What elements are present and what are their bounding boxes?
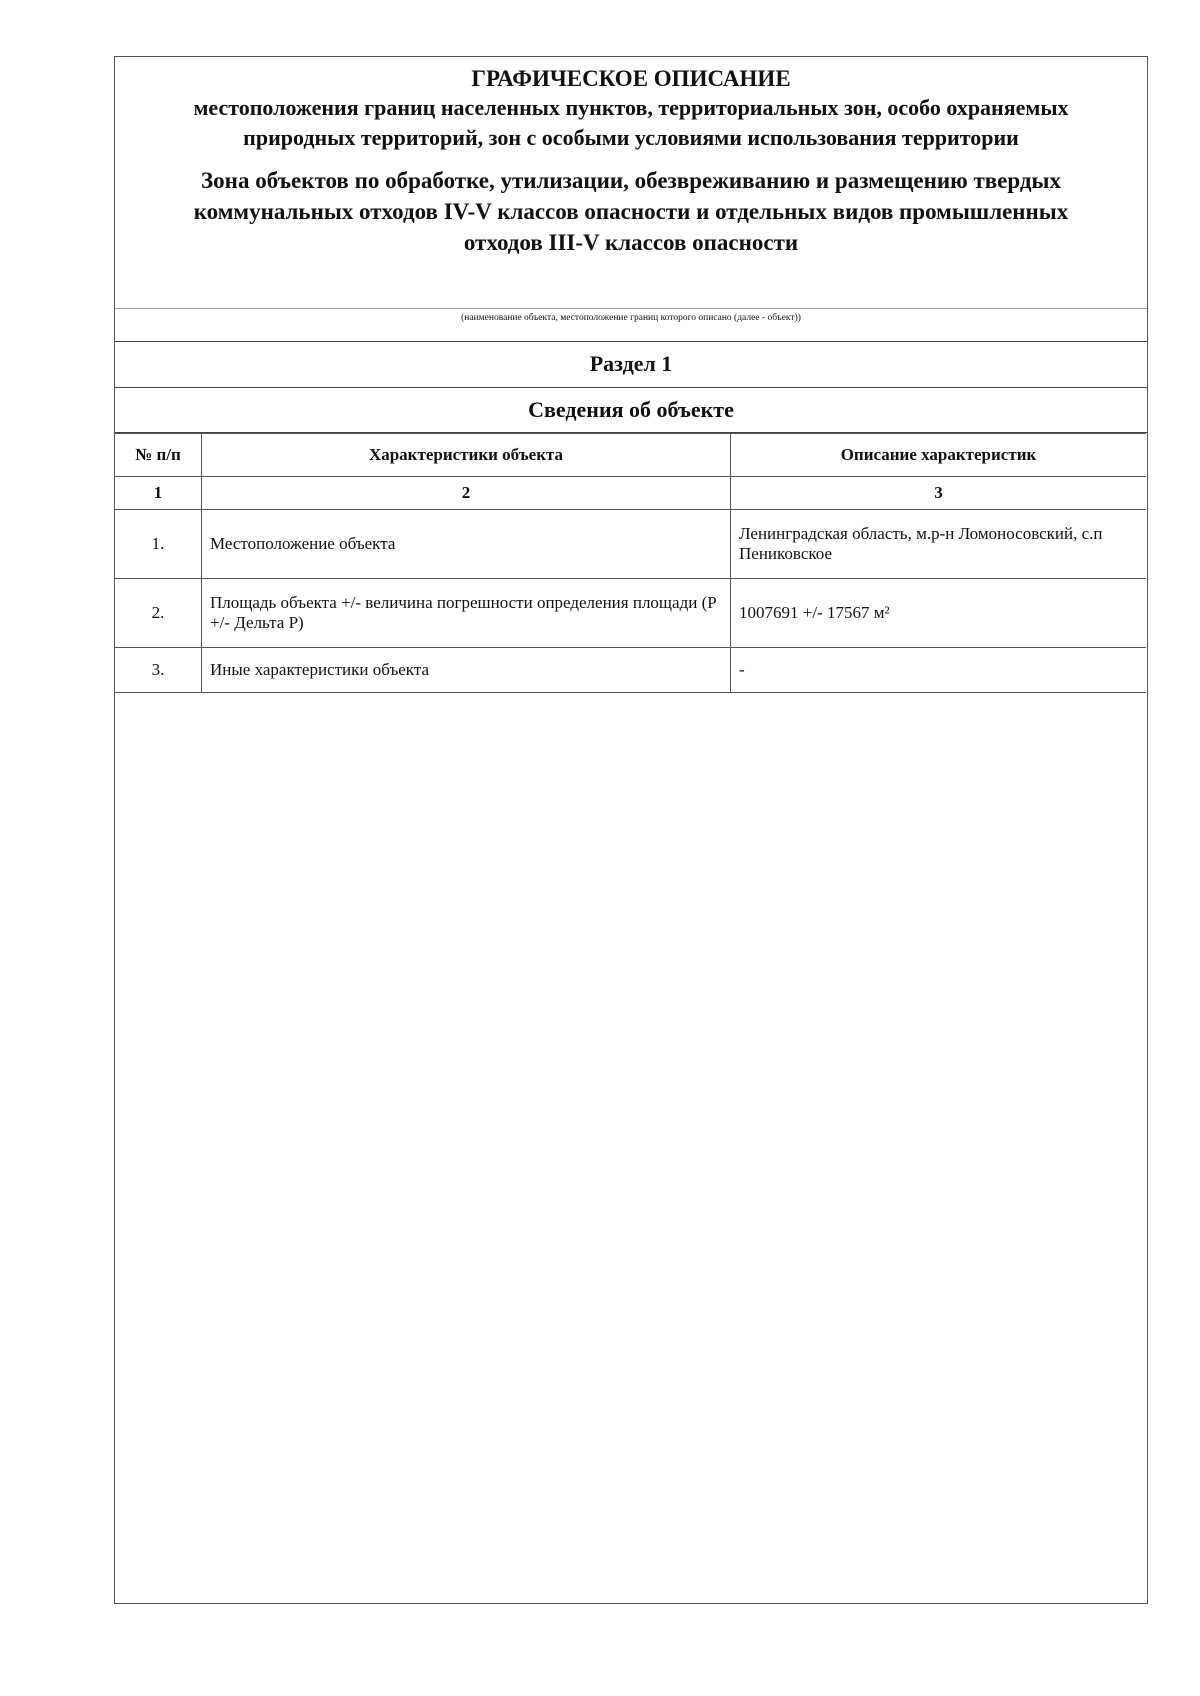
table-header-row	[115, 434, 1146, 477]
object-caption: (наименование объекта, местоположение границ которого описано (далее - объект))	[461, 313, 801, 323]
row-number: 3.	[115, 648, 202, 693]
row-description: -	[731, 648, 1147, 693]
column-number: 1	[115, 477, 202, 510]
document-title: ГРАФИЧЕСКОЕ ОПИСАНИЕ	[471, 66, 791, 91]
row-characteristic: Местоположение объекта	[202, 510, 731, 579]
document-subtitle: местоположения границ населенных пунктов, территориальных зон, особо охраняемых природных территорий, зон с особыми условиями использования территории	[193, 95, 1069, 150]
row-characteristic: Иные характеристики объекта	[202, 648, 731, 693]
header-characteristic: Характеристики объекта	[202, 434, 731, 477]
object-caption-band	[115, 308, 1147, 342]
object-info-table	[115, 433, 1146, 693]
object-name: Зона объектов по обработке, утилизации, обезвреживанию и размещению твердых коммунальных отходов IV-V классов опасности и отдельных видов промышленных отходов III-V классов опасности	[193, 168, 1069, 255]
section-label: Раздел 1	[115, 341, 1147, 388]
document-header	[115, 57, 1147, 258]
row-number: 2.	[115, 579, 202, 648]
table-row	[115, 579, 1146, 648]
row-characteristic: Площадь объекта +/- величина погрешности определения площади (Р +/- Дельта Р)	[202, 579, 731, 648]
column-number: 3	[731, 477, 1147, 510]
document-frame	[114, 56, 1148, 1604]
row-number: 1.	[115, 510, 202, 579]
table-row	[115, 648, 1146, 693]
section-heading: Сведения об объекте	[115, 388, 1147, 433]
row-description: Ленинградская область, м.р-н Ломоносовский, с.п Пениковское	[731, 510, 1147, 579]
column-number: 2	[202, 477, 731, 510]
row-description: 1007691 +/- 17567 м²	[731, 579, 1147, 648]
table-row	[115, 510, 1146, 579]
header-number: № п/п	[115, 434, 202, 477]
header-description: Описание характеристик	[731, 434, 1147, 477]
column-number-row	[115, 477, 1146, 510]
